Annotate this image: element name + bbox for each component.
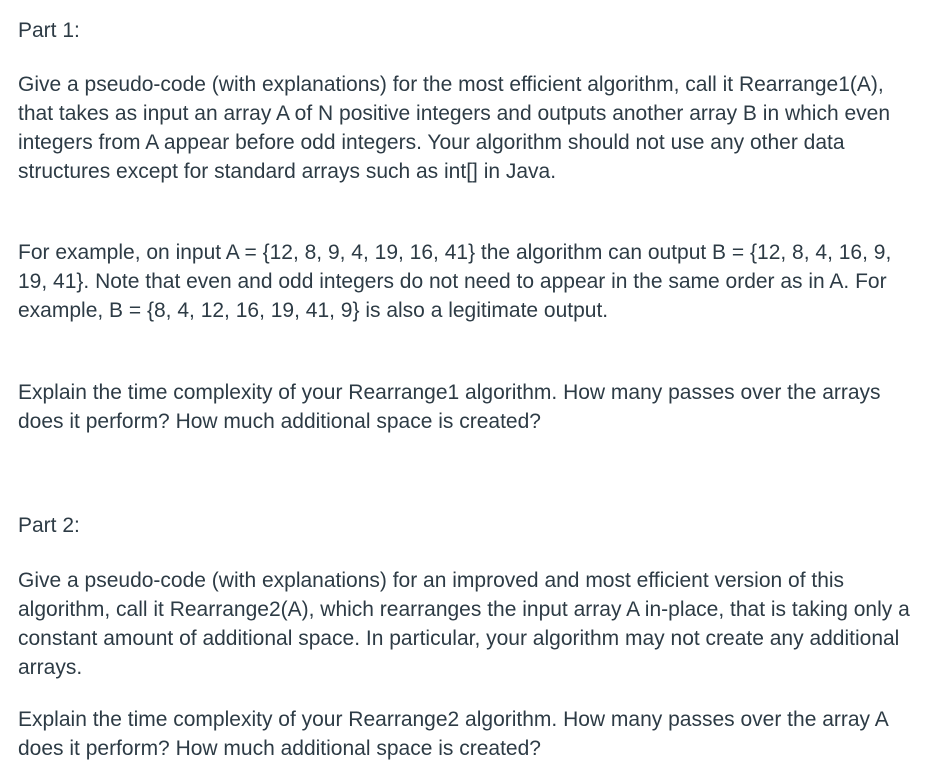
- part1-paragraph-example: For example, on input A = {12, 8, 9, 4, 19, 16, 41} the algorithm can output B = {12, 8, 4, 16, 9, 19, 41}. Note that even and odd integers do not need to appear in the same order as in A. For example, B = {8, 4, 12, 16, 19, 41, 9} is also a legitimate output.: [18, 241, 892, 322]
- part2-paragraph-task: Give a pseudo-code (with explanations) for an improved and most efficient version of this algorithm, call it Rearrange2(A), which rearranges the input array A in-place, that is taking only a constant amount of additional space. In particular, your algorithm may not create any additional arrays.: [18, 569, 910, 679]
- part2-heading: Part 2:: [18, 514, 80, 537]
- part2-paragraph-complexity: Explain the time complexity of your Rearrange2 algorithm. How many passes over the array A does it perform? How much additional space is created?: [18, 708, 888, 760]
- part1-paragraph-task: Give a pseudo-code (with explanations) for the most efficient algorithm, call it Rearrange1(A), that takes as input an array A of N positive integers and outputs another array B in which even integers from A appear before odd integers. Your algorithm should not use any other data structures except for standard arrays such as int[] in Java.: [18, 73, 891, 183]
- part1-heading: Part 1:: [18, 19, 80, 42]
- part1-paragraph-complexity: Explain the time complexity of your Rearrange1 algorithm. How many passes over the arrays does it perform? How much additional space is created?: [18, 381, 881, 433]
